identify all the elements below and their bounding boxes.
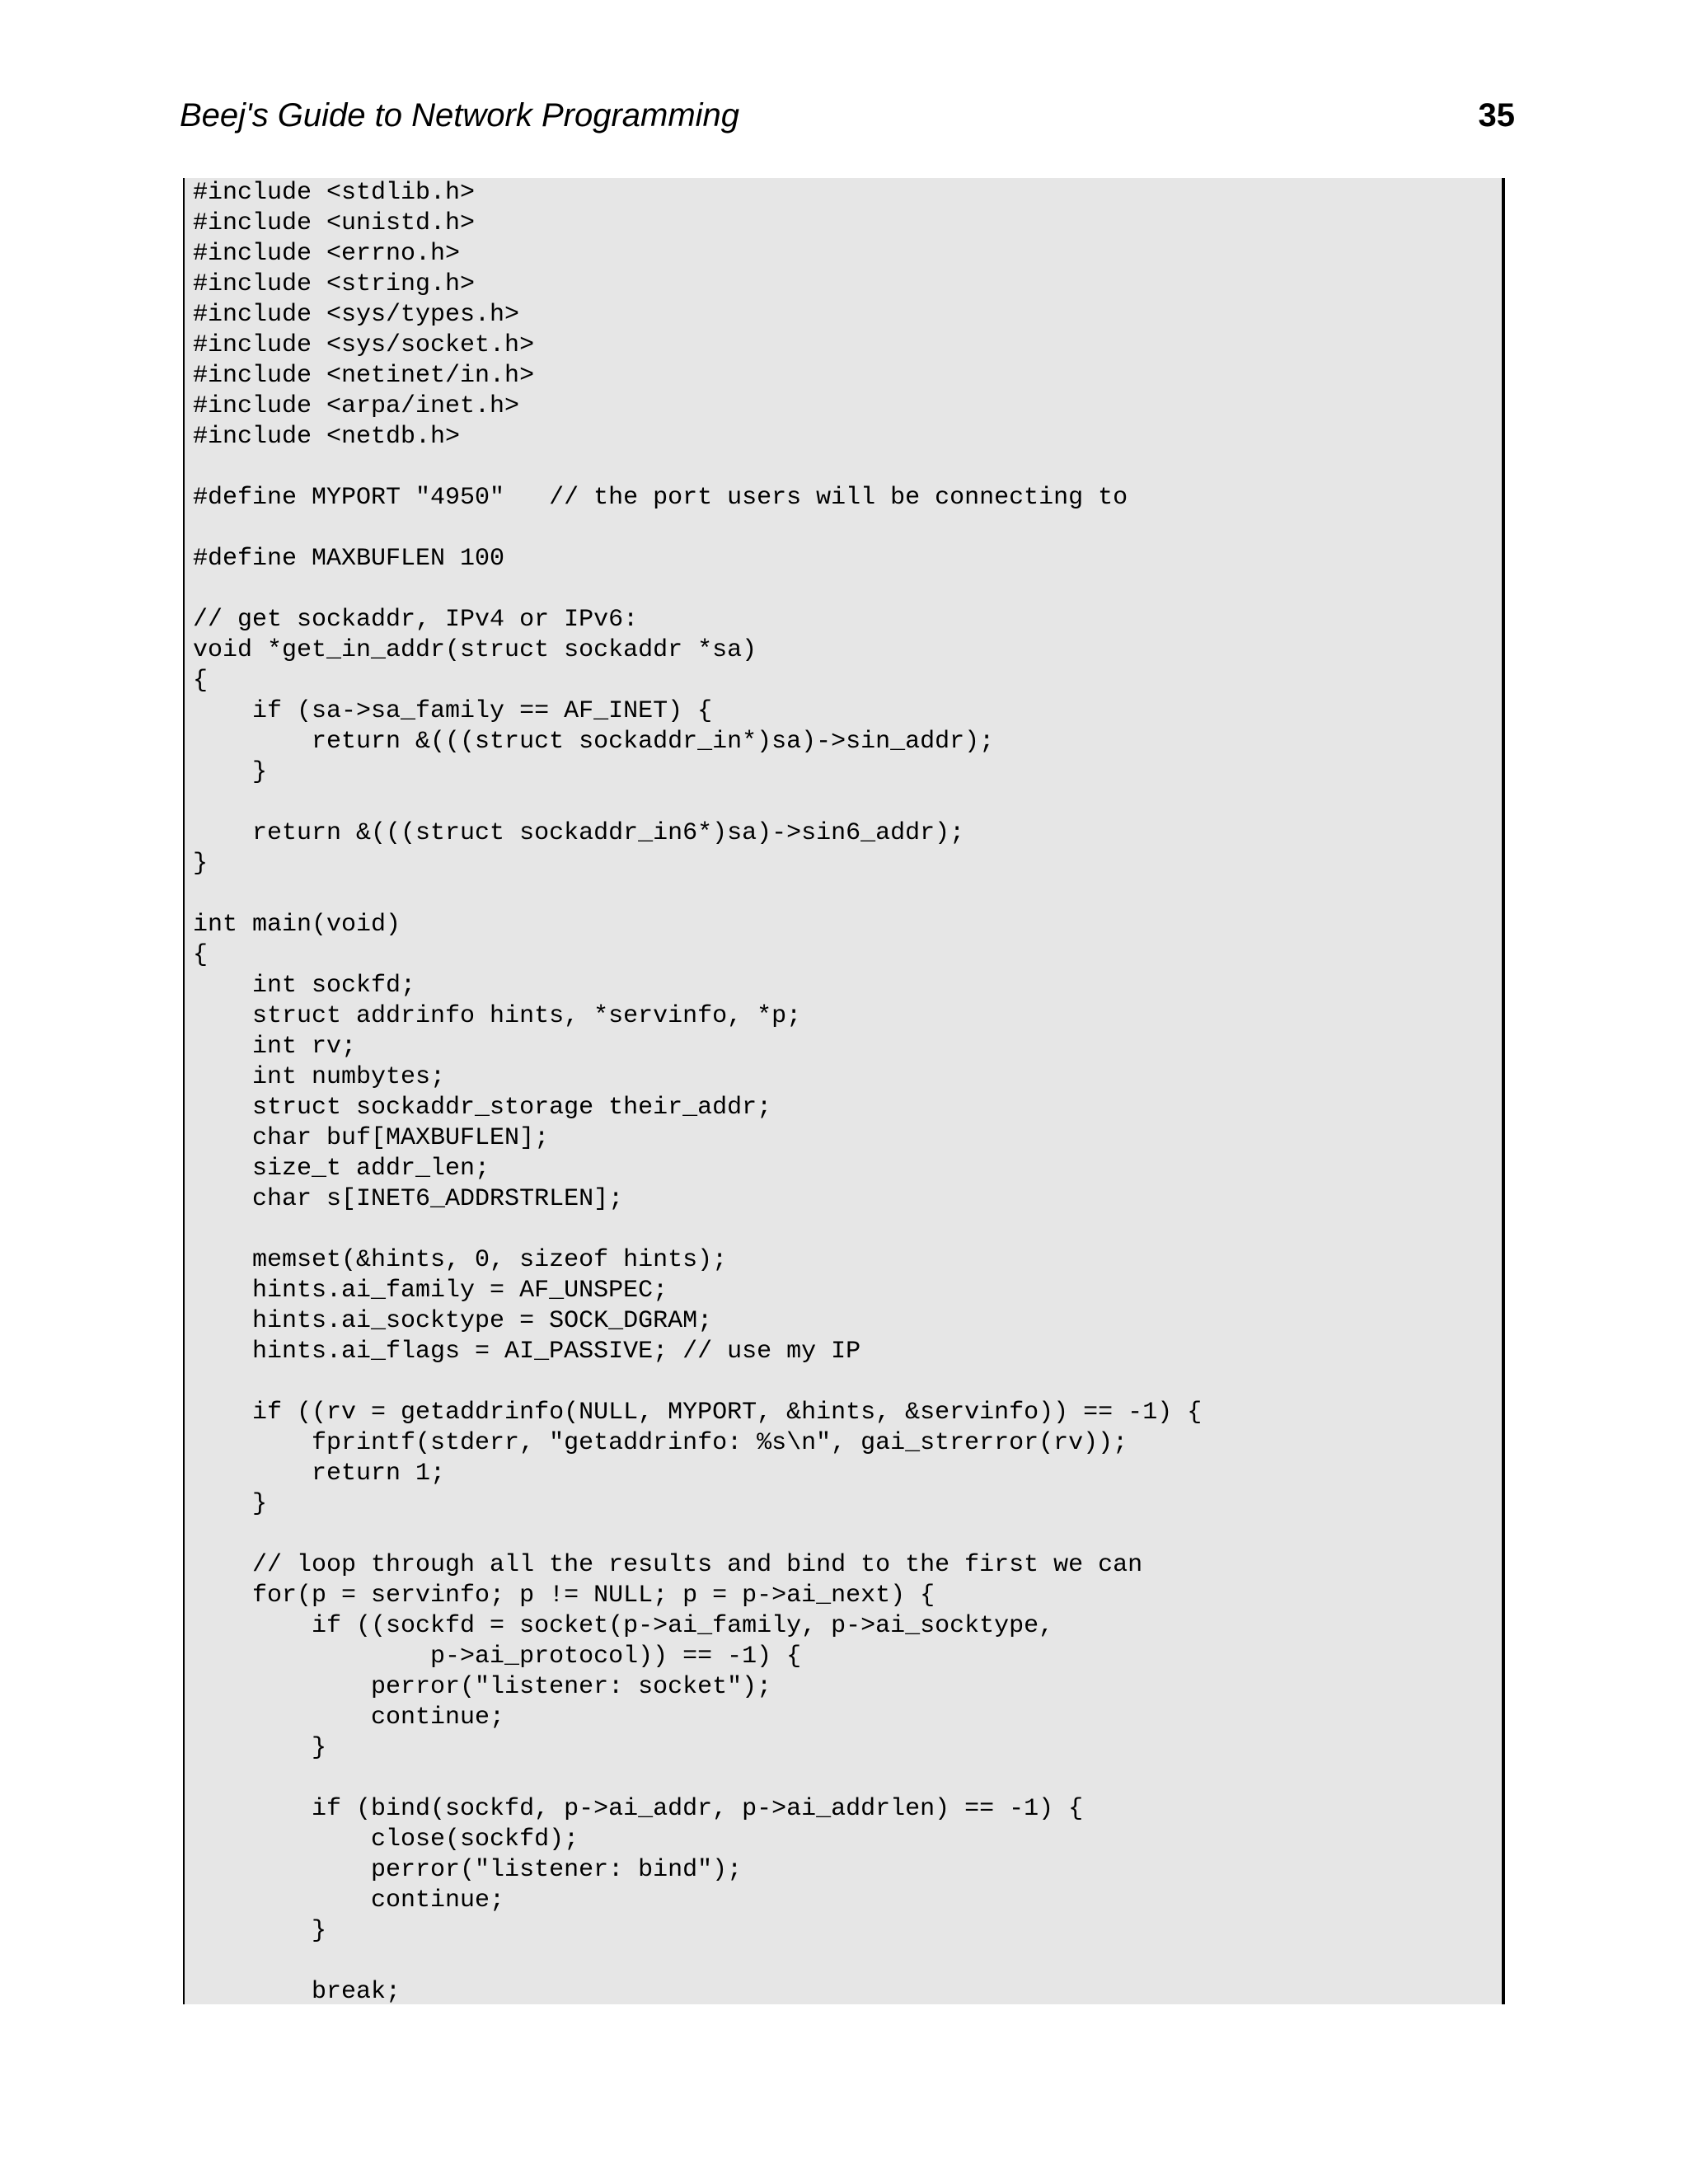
code-line: #include <netdb.h> bbox=[193, 423, 461, 451]
code-line: close(sockfd); bbox=[193, 1825, 579, 1854]
code-line: if ((sockfd = socket(p->ai_family, p->ai_socktype, bbox=[193, 1612, 1054, 1640]
code-line: #include <sys/types.h> bbox=[193, 301, 520, 329]
code-line: break; bbox=[193, 1978, 401, 2004]
code-line: // loop through all the results and bind to the first we can bbox=[193, 1551, 1143, 1579]
code-line: memset(&hints, 0, sizeof hints); bbox=[193, 1246, 728, 1274]
code-line: #include <string.h> bbox=[193, 270, 476, 298]
code-line: } bbox=[193, 850, 209, 878]
code-line: #include <sys/socket.h> bbox=[193, 331, 535, 359]
code-line: int sockfd; bbox=[193, 972, 416, 1000]
code-line: char s[INET6_ADDRSTRLEN]; bbox=[193, 1185, 624, 1213]
code-line: #include <stdlib.h> bbox=[193, 179, 476, 207]
code-line: { bbox=[193, 667, 209, 695]
code-line: int rv; bbox=[193, 1033, 357, 1061]
code-line: int main(void) bbox=[193, 911, 401, 939]
running-header-title: Beej's Guide to Network Programming bbox=[180, 97, 740, 134]
code-line: size_t addr_len; bbox=[193, 1155, 490, 1183]
code-line: int numbytes; bbox=[193, 1063, 446, 1091]
code-line: continue; bbox=[193, 1886, 505, 1915]
code-line: for(p = servinfo; p != NULL; p = p->ai_next) { bbox=[193, 1582, 935, 1610]
code-line: #include <arpa/inet.h> bbox=[193, 392, 520, 420]
code-line: if (sa->sa_family == AF_INET) { bbox=[193, 697, 713, 725]
code-line: continue; bbox=[193, 1704, 505, 1732]
code-line: return &(((struct sockaddr_in6*)sa)->sin6_addr); bbox=[193, 819, 965, 847]
code-line: // get sockaddr, IPv4 or IPv6: bbox=[193, 606, 639, 634]
code-line: #define MAXBUFLEN 100 bbox=[193, 545, 505, 573]
code-line: perror("listener: bind"); bbox=[193, 1856, 743, 1884]
code-text bbox=[185, 178, 1502, 2004]
code-line: if (bind(sockfd, p->ai_addr, p->ai_addrlen) == -1) { bbox=[193, 1795, 1084, 1823]
code-line: #define MYPORT "4950" // the port users will be connecting to bbox=[193, 484, 1128, 512]
code-line: fprintf(stderr, "getaddrinfo: %s\n", gai_strerror(rv)); bbox=[193, 1429, 1128, 1457]
code-line: } bbox=[193, 1734, 327, 1762]
code-line: #include <netinet/in.h> bbox=[193, 362, 535, 390]
code-listing bbox=[183, 178, 1505, 2004]
code-line: } bbox=[193, 758, 268, 786]
code-line: hints.ai_socktype = SOCK_DGRAM; bbox=[193, 1307, 713, 1335]
code-line: if ((rv = getaddrinfo(NULL, MYPORT, &hints, &servinfo)) == -1) { bbox=[193, 1399, 1203, 1427]
page-number: 35 bbox=[1478, 97, 1515, 134]
code-line: return &(((struct sockaddr_in*)sa)->sin_addr); bbox=[193, 728, 995, 756]
code-line: p->ai_protocol)) == -1) { bbox=[193, 1643, 802, 1671]
code-line: hints.ai_family = AF_UNSPEC; bbox=[193, 1277, 668, 1305]
code-line: char buf[MAXBUFLEN]; bbox=[193, 1124, 550, 1152]
code-line: struct addrinfo hints, *servinfo, *p; bbox=[193, 1002, 802, 1030]
page-header bbox=[180, 91, 1515, 140]
code-line: void *get_in_addr(struct sockaddr *sa) bbox=[193, 636, 757, 664]
code-line: #include <unistd.h> bbox=[193, 209, 476, 237]
code-line: hints.ai_flags = AI_PASSIVE; // use my IP bbox=[193, 1338, 861, 1366]
code-line: } bbox=[193, 1490, 268, 1518]
code-line: return 1; bbox=[193, 1460, 446, 1488]
code-line: struct sockaddr_storage their_addr; bbox=[193, 1094, 772, 1122]
code-line: perror("listener: socket"); bbox=[193, 1673, 772, 1701]
code-line: { bbox=[193, 941, 209, 969]
code-line: #include <errno.h> bbox=[193, 240, 461, 268]
code-line: } bbox=[193, 1917, 327, 1945]
